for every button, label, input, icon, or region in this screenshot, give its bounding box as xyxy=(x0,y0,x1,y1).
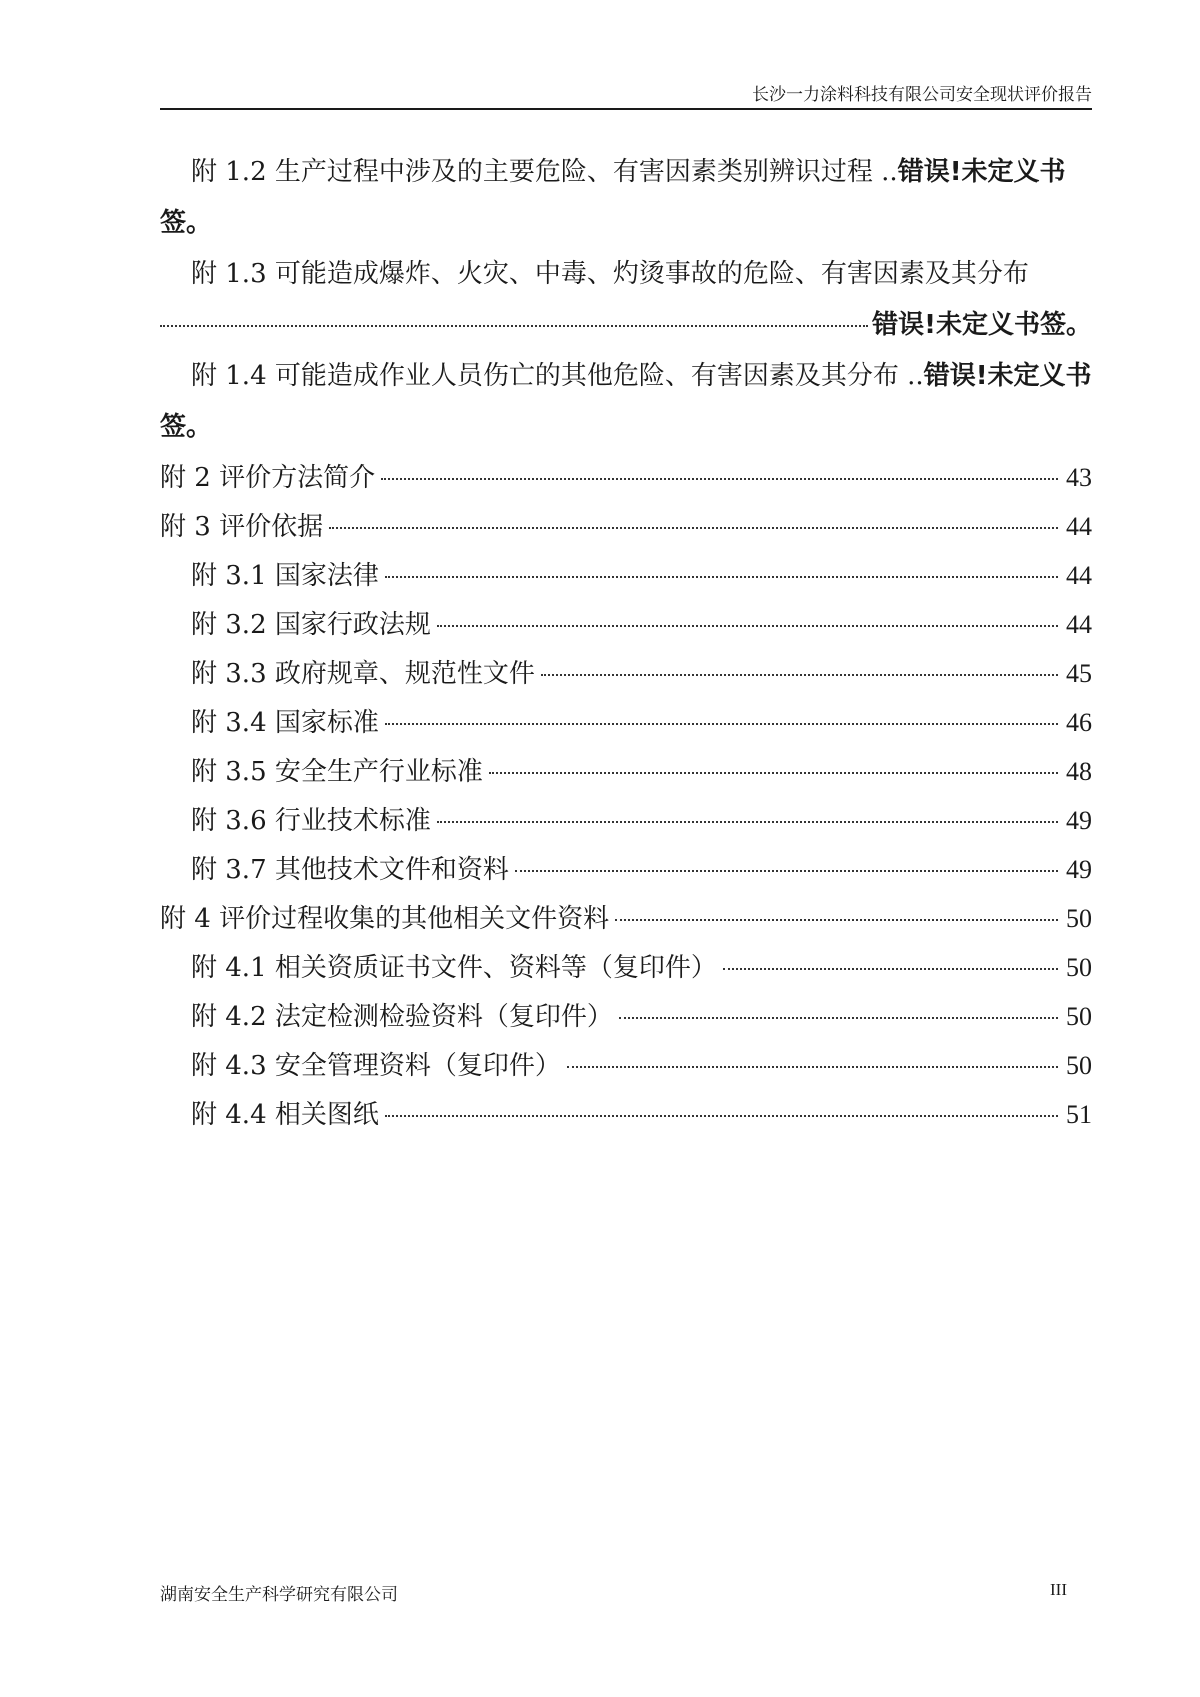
toc-entry[interactable] xyxy=(160,894,1092,943)
footer-company: 湖南安全生产科学研究有限公司 xyxy=(160,1585,398,1605)
table-of-contents xyxy=(160,147,1092,1139)
toc-entry-label: 附 3 评价依据 xyxy=(160,512,324,542)
footer-page-number: III xyxy=(1050,1580,1067,1599)
bookmark-error: 错误!未定义书签。 xyxy=(160,361,1092,442)
toc-entry-label: 附 4 评价过程收集的其他相关文件资料 xyxy=(160,904,610,934)
toc-entry-label: 附 4.3 安全管理资料（复印件） xyxy=(191,1051,561,1081)
toc-entry-1-3-leader-line[interactable] xyxy=(160,300,1092,351)
toc-entry-label: 附 1.3 可能造成爆炸、火灾、中毒、灼烫事故的危险、有害因素及其分布 xyxy=(191,259,1029,289)
bookmark-error: 错误!未定义书签。 xyxy=(160,157,1066,238)
toc-entry-label: 附 1.2 生产过程中涉及的主要危险、有害因素类别辨识过程 .. xyxy=(191,157,898,187)
toc-page-number: 50 xyxy=(1066,953,1092,982)
toc-entry-1-3[interactable] xyxy=(160,249,1092,300)
toc-entry[interactable] xyxy=(160,453,1092,502)
toc-page-number: 45 xyxy=(1066,659,1092,688)
toc-page-number: 44 xyxy=(1066,610,1092,639)
toc-page-number: 43 xyxy=(1066,463,1092,492)
toc-entry-1-2[interactable] xyxy=(160,147,1092,249)
toc-entry[interactable] xyxy=(160,600,1092,649)
toc-entry[interactable] xyxy=(160,845,1092,894)
toc-entry[interactable] xyxy=(160,747,1092,796)
toc-entry[interactable] xyxy=(160,649,1092,698)
toc-entry-label: 附 3.3 政府规章、规范性文件 xyxy=(191,659,535,689)
toc-entry[interactable] xyxy=(160,551,1092,600)
dot-leader xyxy=(385,1115,1058,1117)
dot-leader xyxy=(723,968,1058,970)
toc-entry-label: 附 3.5 安全生产行业标准 xyxy=(191,757,483,787)
toc-page-number: 48 xyxy=(1066,757,1092,786)
toc-page-number: 49 xyxy=(1066,806,1092,835)
toc-entry-label: 附 1.4 可能造成作业人员伤亡的其他危险、有害因素及其分布 .. xyxy=(191,361,924,391)
toc-page-number: 44 xyxy=(1066,561,1092,590)
toc-page-number: 44 xyxy=(1066,512,1092,541)
toc-page-number: 49 xyxy=(1066,855,1092,884)
dot-leader xyxy=(437,625,1058,627)
toc-entry-label: 附 3.1 国家法律 xyxy=(191,561,379,591)
bookmark-error: 错误!未定义书签。 xyxy=(872,310,1092,340)
toc-page-number: 50 xyxy=(1066,1002,1092,1031)
toc-entry-1-4[interactable] xyxy=(160,351,1092,453)
toc-entry-label: 附 3.6 行业技术标准 xyxy=(191,806,431,836)
header-rule xyxy=(160,108,1092,110)
dot-leader xyxy=(541,674,1058,676)
dot-leader xyxy=(615,919,1058,921)
dot-leader xyxy=(381,478,1058,480)
toc-entry[interactable] xyxy=(160,698,1092,747)
toc-page-number: 50 xyxy=(1066,1051,1092,1080)
dot-leader xyxy=(385,576,1058,578)
toc-entry-label: 附 3.7 其他技术文件和资料 xyxy=(191,855,509,885)
dot-leader xyxy=(515,870,1058,872)
dot-leader xyxy=(160,325,868,327)
toc-page-number: 51 xyxy=(1066,1100,1092,1129)
running-header: 长沙一力涂料科技有限公司安全现状评价报告 xyxy=(752,85,1092,105)
toc-entry-label: 附 2 评价方法简介 xyxy=(160,463,376,493)
toc-entry[interactable] xyxy=(160,502,1092,551)
toc-entry[interactable] xyxy=(160,992,1092,1041)
toc-entry[interactable] xyxy=(160,1041,1092,1090)
toc-entry-label: 附 3.4 国家标准 xyxy=(191,708,379,738)
dot-leader xyxy=(385,723,1058,725)
toc-entry-label: 附 4.4 相关图纸 xyxy=(191,1100,379,1130)
toc-page-number: 50 xyxy=(1066,904,1092,933)
toc-page-number: 46 xyxy=(1066,708,1092,737)
dot-leader xyxy=(437,821,1058,823)
dot-leader xyxy=(619,1017,1058,1019)
toc-entry[interactable] xyxy=(160,796,1092,845)
toc-entry-label: 附 4.2 法定检测检验资料（复印件） xyxy=(191,1002,613,1032)
dot-leader xyxy=(329,527,1058,529)
toc-entry[interactable] xyxy=(160,943,1092,992)
dot-leader xyxy=(567,1066,1058,1068)
toc-entry-label: 附 4.1 相关资质证书文件、资料等（复印件） xyxy=(191,953,717,983)
toc-entry[interactable] xyxy=(160,1090,1092,1139)
toc-entry-label: 附 3.2 国家行政法规 xyxy=(191,610,431,640)
dot-leader xyxy=(489,772,1058,774)
